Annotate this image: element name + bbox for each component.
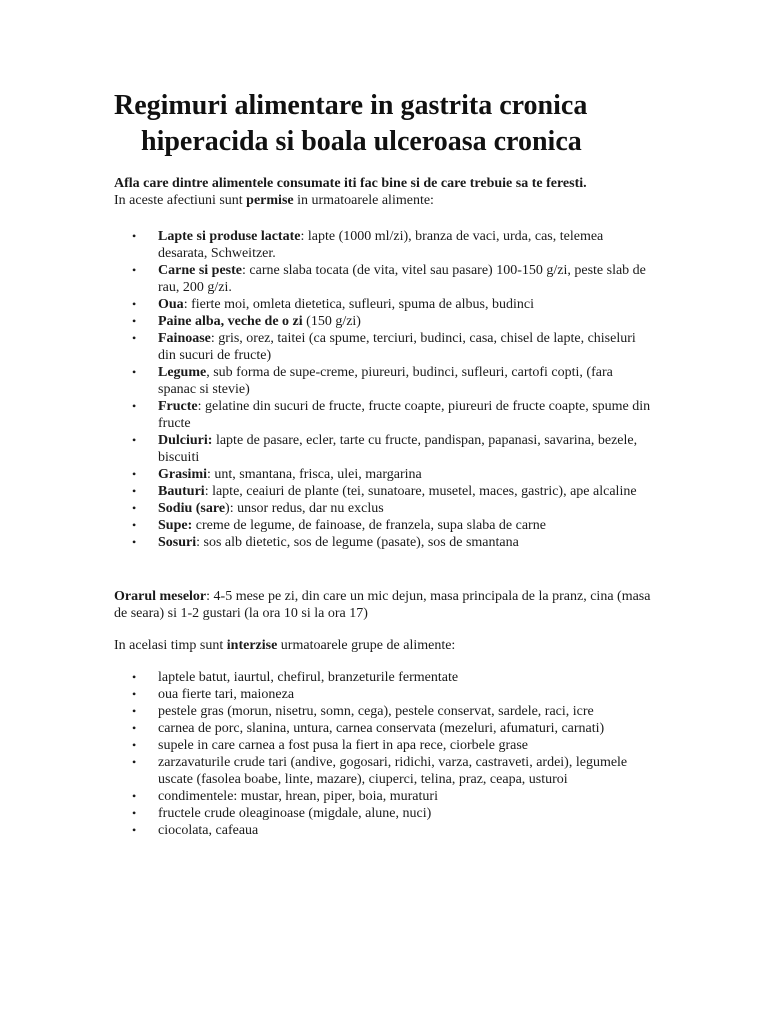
bullet-icon: • bbox=[132, 738, 137, 752]
forbidden-food-item bbox=[114, 669, 654, 686]
allowed-intro-suffix: in urmatoarele alimente: bbox=[293, 193, 434, 208]
food-group-label: Bauturi bbox=[158, 484, 205, 499]
food-group-text: : lapte, ceaiuri de plante (tei, sunatoare, musetel, maces, gastric), ape alcaline bbox=[204, 484, 637, 499]
bullet-icon: • bbox=[132, 501, 137, 515]
forbidden-foods-list bbox=[114, 669, 654, 839]
forbidden-keyword: interzise bbox=[226, 638, 278, 653]
forbidden-food-text: ciocolata, cafeaua bbox=[158, 823, 259, 838]
food-group-text: creme de legume, de fainoase, de franzela, supa slaba de carne bbox=[192, 518, 546, 533]
allowed-food-item bbox=[114, 364, 654, 398]
food-group-text: : gris, orez, taitei (ca spume, terciuri, budinci, casa, chisel de lapte, chiseluri din sucuri de fructe) bbox=[158, 331, 636, 363]
intro-lead: Afla care dintre alimentele consumate iti fac bine si de care trebuie sa te feresti. bbox=[114, 176, 587, 191]
forbidden-food-text: carnea de porc, slanina, untura, carnea conservata (mezeluri, afumaturi, carnati) bbox=[158, 721, 605, 736]
food-group-label: Paine alba, veche de o zi bbox=[158, 314, 303, 329]
allowed-foods-list bbox=[114, 228, 654, 551]
forbidden-food-item bbox=[114, 788, 654, 805]
allowed-food-item bbox=[114, 296, 654, 313]
forbidden-intro-prefix: In acelasi timp sunt bbox=[114, 638, 227, 653]
forbidden-food-item bbox=[114, 754, 654, 788]
bullet-icon: • bbox=[132, 467, 137, 481]
forbidden-food-text: fructele crude oleaginoase (migdale, alune, nuci) bbox=[158, 806, 432, 821]
document-page bbox=[114, 88, 654, 839]
food-group-label: Carne si peste bbox=[158, 263, 242, 278]
allowed-food-item bbox=[114, 313, 654, 330]
title-line-1: Regimuri alimentare in gastrita cronica bbox=[114, 90, 588, 121]
allowed-food-item bbox=[114, 262, 654, 296]
forbidden-food-text: oua fierte tari, maioneza bbox=[158, 687, 295, 702]
bullet-icon: • bbox=[132, 687, 137, 701]
page-title bbox=[114, 88, 654, 160]
food-group-text: : fierte moi, omleta dietetica, sufleuri, spuma de albus, budinci bbox=[183, 297, 534, 312]
bullet-icon: • bbox=[132, 806, 137, 820]
food-group-label: Supe: bbox=[158, 518, 193, 533]
bullet-icon: • bbox=[132, 399, 137, 413]
food-group-label: Sosuri bbox=[158, 535, 197, 550]
food-group-text: (150 g/zi) bbox=[302, 314, 361, 329]
forbidden-intro-suffix: urmatoarele grupe de alimente: bbox=[277, 638, 456, 653]
food-group-text: lapte de pasare, ecler, tarte cu fructe, pandispan, papanasi, savarina, bezele, biscuiti bbox=[158, 433, 638, 465]
bullet-icon: • bbox=[132, 755, 137, 769]
forbidden-food-text: pestele gras (morun, nisetru, somn, cega), pestele conservat, sardele, raci, icre bbox=[158, 704, 594, 719]
bullet-icon: • bbox=[132, 297, 137, 311]
forbidden-food-text: supele in care carnea a fost pusa la fiert in apa rece, ciorbele grase bbox=[158, 738, 529, 753]
bullet-icon: • bbox=[132, 721, 137, 735]
food-group-label: Sodiu (sare bbox=[158, 501, 226, 516]
food-group-text: : carne slaba tocata (de vita, vitel sau pasare) 100-150 g/zi, peste slab de rau, 200 g/zi. bbox=[158, 263, 646, 295]
forbidden-food-item bbox=[114, 686, 654, 703]
bullet-icon: • bbox=[132, 229, 137, 243]
forbidden-food-item bbox=[114, 822, 654, 839]
forbidden-food-text: condimentele: mustar, hrean, piper, boia, muraturi bbox=[158, 789, 438, 804]
bullet-icon: • bbox=[132, 670, 137, 684]
bullet-icon: • bbox=[132, 535, 137, 549]
food-group-label: Fainoase bbox=[158, 331, 211, 346]
forbidden-food-item bbox=[114, 703, 654, 720]
allowed-food-item bbox=[114, 517, 654, 534]
allowed-intro bbox=[114, 192, 654, 209]
bullet-icon: • bbox=[132, 789, 137, 803]
meal-schedule-paragraph bbox=[114, 588, 654, 622]
forbidden-food-text: laptele batut, iaurtul, chefirul, branzeturile fermentate bbox=[158, 670, 459, 685]
bullet-icon: • bbox=[132, 484, 137, 498]
bullet-icon: • bbox=[132, 263, 137, 277]
bullet-icon: • bbox=[132, 704, 137, 718]
food-group-text: , sub forma de supe-creme, piureuri, budinci, sufleuri, cartofi copti, (fara spanac si stevie) bbox=[158, 365, 613, 397]
allowed-food-item bbox=[114, 534, 654, 551]
bullet-icon: • bbox=[132, 823, 137, 837]
forbidden-food-text: zarzavaturile crude tari (andive, gogosari, ridichi, varza, castraveti, ardei), legumele uscate (fasolea boabe, linte, mazare), ciuperci, telina, praz, ceapa, usturoi bbox=[158, 755, 628, 787]
meal-schedule-text: : 4-5 mese pe zi, din care un mic dejun, masa principala de la pranz, cina (masa de seara) si 1-2 gustari (la ora 10 si la ora 17) bbox=[114, 589, 651, 621]
food-group-text: ): unsor redus, dar nu exclus bbox=[225, 501, 384, 516]
food-group-label: Fructe bbox=[158, 399, 198, 414]
forbidden-food-item bbox=[114, 737, 654, 754]
allowed-keyword: permise bbox=[246, 193, 294, 208]
bullet-icon: • bbox=[132, 331, 137, 345]
food-group-label: Legume bbox=[158, 365, 207, 380]
allowed-food-item bbox=[114, 228, 654, 262]
food-group-text: : sos alb dietetic, sos de legume (pasate), sos de smantana bbox=[196, 535, 519, 550]
food-group-text: : unt, smantana, frisca, ulei, margarina bbox=[207, 467, 422, 482]
allowed-food-item bbox=[114, 466, 654, 483]
forbidden-food-item bbox=[114, 720, 654, 737]
food-group-label: Lapte si produse lactate bbox=[158, 229, 301, 244]
food-group-label: Oua bbox=[158, 297, 184, 312]
bullet-icon: • bbox=[132, 314, 137, 328]
bullet-icon: • bbox=[132, 433, 137, 447]
allowed-food-item bbox=[114, 398, 654, 432]
intro-paragraph bbox=[114, 175, 654, 209]
food-group-text: : gelatine din sucuri de fructe, fructe coapte, piureuri de fructe coapte, spume din fructe bbox=[158, 399, 651, 431]
allowed-food-item bbox=[114, 330, 654, 364]
food-group-text: : lapte (1000 ml/zi), branza de vaci, urda, cas, telemea desarata, Schweitzer. bbox=[158, 229, 604, 261]
allowed-intro-prefix: In aceste afectiuni sunt bbox=[114, 193, 247, 208]
allowed-food-item bbox=[114, 483, 654, 500]
food-group-label: Grasimi bbox=[158, 467, 207, 482]
meal-schedule-label: Orarul meselor bbox=[114, 589, 207, 604]
forbidden-intro bbox=[114, 637, 654, 654]
title-line-2: hiperacida si boala ulceroasa cronica bbox=[141, 126, 582, 157]
bullet-icon: • bbox=[132, 365, 137, 379]
allowed-food-item bbox=[114, 500, 654, 517]
allowed-food-item bbox=[114, 432, 654, 466]
food-group-label: Dulciuri: bbox=[158, 433, 213, 448]
forbidden-food-item bbox=[114, 805, 654, 822]
bullet-icon: • bbox=[132, 518, 137, 532]
